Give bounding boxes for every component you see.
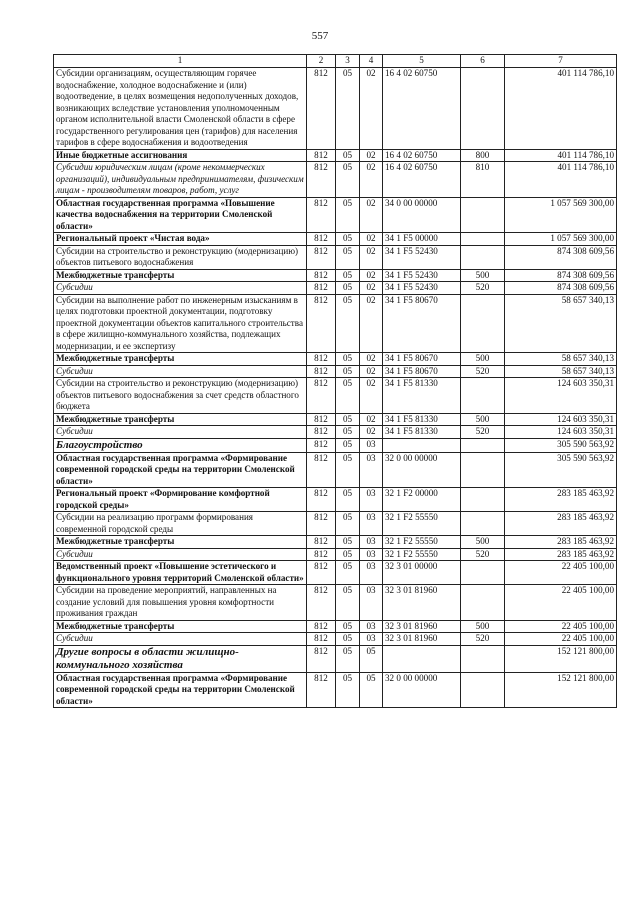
row-amount-cell: 1 057 569 300,00 — [505, 233, 617, 246]
row-amount-cell: 22 405 100,00 — [505, 585, 617, 621]
table-row — [54, 426, 617, 439]
row-subsection-cell: 03 — [360, 512, 383, 536]
row-name-cell: Ведомственный проект «Повышение эстетического и функционального уровня территорий Смоленской области» — [54, 561, 307, 585]
row-target-article-cell: 16 4 02 60750 — [383, 68, 461, 150]
row-expense-type-cell: 500 — [461, 536, 505, 549]
row-name-cell: Межбюджетные трансферты — [54, 269, 307, 282]
row-subsection-cell: 03 — [360, 488, 383, 512]
row-name-cell: Субсидии на строительство и реконструкцию (модернизацию) объектов питьевого водоснабжения — [54, 245, 307, 269]
row-expense-type-cell — [461, 512, 505, 536]
column-header: 2 — [307, 55, 336, 68]
row-amount-cell: 305 590 563,92 — [505, 452, 617, 488]
row-amount-cell: 401 114 786,10 — [505, 149, 617, 162]
row-subsection-cell: 03 — [360, 452, 383, 488]
row-gp-code-cell: 812 — [307, 452, 336, 488]
row-target-article-cell: 32 0 00 00000 — [383, 672, 461, 708]
row-gp-code-cell: 812 — [307, 488, 336, 512]
row-gp-code-cell: 812 — [307, 548, 336, 561]
row-expense-type-cell — [461, 197, 505, 233]
row-expense-type-cell — [461, 294, 505, 353]
row-section-cell: 05 — [336, 452, 360, 488]
row-amount-cell: 283 185 463,92 — [505, 488, 617, 512]
row-name-cell: Другие вопросы в области жилищно-коммунального хозяйства — [54, 645, 307, 672]
row-expense-type-cell: 520 — [461, 426, 505, 439]
table-row — [54, 548, 617, 561]
row-target-article-cell: 32 3 01 81960 — [383, 633, 461, 646]
row-name-cell: Межбюджетные трансферты — [54, 620, 307, 633]
row-gp-code-cell: 812 — [307, 378, 336, 414]
row-subsection-cell: 03 — [360, 633, 383, 646]
row-name-cell: Иные бюджетные ассигнования — [54, 149, 307, 162]
row-subsection-cell: 02 — [360, 282, 383, 295]
row-expense-type-cell — [461, 245, 505, 269]
row-gp-code-cell: 812 — [307, 282, 336, 295]
row-subsection-cell: 02 — [360, 149, 383, 162]
row-subsection-cell: 03 — [360, 536, 383, 549]
table-row — [54, 162, 617, 198]
row-section-cell: 05 — [336, 645, 360, 672]
row-target-article-cell — [383, 645, 461, 672]
row-amount-cell: 124 603 350,31 — [505, 413, 617, 426]
table-row — [54, 149, 617, 162]
row-gp-code-cell: 812 — [307, 672, 336, 708]
row-subsection-cell: 05 — [360, 672, 383, 708]
row-section-cell: 05 — [336, 438, 360, 452]
row-name-cell: Субсидии на проведение мероприятий, направленных на создание условий для повышения уровня комфортности проживания граждан — [54, 585, 307, 621]
row-subsection-cell: 03 — [360, 561, 383, 585]
row-amount-cell: 152 121 800,00 — [505, 672, 617, 708]
row-gp-code-cell: 812 — [307, 353, 336, 366]
table-row — [54, 68, 617, 150]
row-expense-type-cell — [461, 378, 505, 414]
row-target-article-cell: 34 1 F5 80670 — [383, 294, 461, 353]
row-gp-code-cell: 812 — [307, 413, 336, 426]
row-section-cell: 05 — [336, 245, 360, 269]
row-name-cell: Субсидии — [54, 548, 307, 561]
row-target-article-cell: 34 1 F5 00000 — [383, 233, 461, 246]
row-expense-type-cell: 500 — [461, 620, 505, 633]
row-target-article-cell: 16 4 02 60750 — [383, 162, 461, 198]
row-amount-cell: 283 185 463,92 — [505, 512, 617, 536]
row-gp-code-cell: 812 — [307, 620, 336, 633]
row-subsection-cell: 05 — [360, 645, 383, 672]
row-amount-cell: 124 603 350,31 — [505, 378, 617, 414]
row-subsection-cell: 02 — [360, 353, 383, 366]
row-section-cell: 05 — [336, 233, 360, 246]
row-name-cell: Областная государственная программа «Повышение качества водоснабжения на территории Смоленской области» — [54, 197, 307, 233]
table-row — [54, 488, 617, 512]
column-header: 3 — [336, 55, 360, 68]
row-expense-type-cell: 800 — [461, 149, 505, 162]
row-gp-code-cell: 812 — [307, 512, 336, 536]
row-section-cell: 05 — [336, 365, 360, 378]
row-section-cell: 05 — [336, 585, 360, 621]
row-expense-type-cell — [461, 488, 505, 512]
table-row — [54, 645, 617, 672]
row-name-cell: Межбюджетные трансферты — [54, 353, 307, 366]
table-row — [54, 197, 617, 233]
table-row — [54, 452, 617, 488]
row-amount-cell: 22 405 100,00 — [505, 561, 617, 585]
table-row — [54, 438, 617, 452]
budget-table — [53, 54, 617, 708]
row-expense-type-cell — [461, 233, 505, 246]
row-amount-cell: 58 657 340,13 — [505, 365, 617, 378]
row-expense-type-cell: 520 — [461, 548, 505, 561]
row-target-article-cell: 34 1 F5 81330 — [383, 413, 461, 426]
row-amount-cell: 283 185 463,92 — [505, 536, 617, 549]
row-gp-code-cell: 812 — [307, 585, 336, 621]
row-section-cell: 05 — [336, 672, 360, 708]
table-row — [54, 585, 617, 621]
row-gp-code-cell: 812 — [307, 365, 336, 378]
row-section-cell: 05 — [336, 561, 360, 585]
row-section-cell: 05 — [336, 426, 360, 439]
row-subsection-cell: 03 — [360, 620, 383, 633]
row-subsection-cell: 03 — [360, 438, 383, 452]
row-gp-code-cell: 812 — [307, 245, 336, 269]
table-row — [54, 633, 617, 646]
table-row — [54, 245, 617, 269]
row-subsection-cell: 03 — [360, 585, 383, 621]
row-name-cell: Межбюджетные трансферты — [54, 536, 307, 549]
row-amount-cell: 283 185 463,92 — [505, 548, 617, 561]
row-name-cell: Субсидии на реализацию программ формирования современной городской среды — [54, 512, 307, 536]
row-target-article-cell: 32 1 F2 55550 — [383, 536, 461, 549]
row-expense-type-cell — [461, 561, 505, 585]
row-subsection-cell: 02 — [360, 426, 383, 439]
row-expense-type-cell: 500 — [461, 413, 505, 426]
row-subsection-cell: 03 — [360, 548, 383, 561]
row-gp-code-cell: 812 — [307, 294, 336, 353]
row-gp-code-cell: 812 — [307, 162, 336, 198]
row-name-cell: Областная государственная программа «Формирование современной городской среды на территории Смоленской области» — [54, 452, 307, 488]
table-row — [54, 282, 617, 295]
table-row — [54, 269, 617, 282]
row-expense-type-cell: 500 — [461, 269, 505, 282]
row-target-article-cell: 32 1 F2 00000 — [383, 488, 461, 512]
row-name-cell: Субсидии на строительство и реконструкцию (модернизацию) объектов питьевого водоснабжения за счет средств областного бюджета — [54, 378, 307, 414]
row-name-cell: Субсидии юридическим лицам (кроме некоммерческих организаций), индивидуальным предпринимателям, физическим лицам - производителям товаров, работ, услуг — [54, 162, 307, 198]
row-expense-type-cell — [461, 438, 505, 452]
row-section-cell: 05 — [336, 294, 360, 353]
row-target-article-cell: 34 1 F5 81330 — [383, 378, 461, 414]
row-target-article-cell: 32 3 01 00000 — [383, 561, 461, 585]
row-amount-cell: 58 657 340,13 — [505, 353, 617, 366]
table-row — [54, 378, 617, 414]
row-gp-code-cell: 812 — [307, 149, 336, 162]
row-expense-type-cell: 520 — [461, 365, 505, 378]
row-expense-type-cell — [461, 68, 505, 150]
row-amount-cell: 22 405 100,00 — [505, 620, 617, 633]
column-header: 7 — [505, 55, 617, 68]
row-amount-cell: 874 308 609,56 — [505, 282, 617, 295]
row-section-cell: 05 — [336, 378, 360, 414]
row-gp-code-cell: 812 — [307, 561, 336, 585]
row-target-article-cell: 34 1 F5 80670 — [383, 353, 461, 366]
row-expense-type-cell: 520 — [461, 633, 505, 646]
row-section-cell: 05 — [336, 68, 360, 150]
budget-table-container — [53, 54, 617, 708]
column-header: 4 — [360, 55, 383, 68]
row-target-article-cell: 16 4 02 60750 — [383, 149, 461, 162]
row-gp-code-cell: 812 — [307, 68, 336, 150]
row-name-cell: Областная государственная программа «Формирование современной городской среды на территории Смоленской области» — [54, 672, 307, 708]
row-subsection-cell: 02 — [360, 233, 383, 246]
row-amount-cell: 58 657 340,13 — [505, 294, 617, 353]
row-name-cell: Субсидии организациям, осуществляющим горячее водоснабжение, холодное водоснабжение и (или) водоотведение, в целях возмещения недополученных доходов, возникающих вследствие установления уполномоченным органом исполнительной власти Смоленской области в сфере государственного регулирования цен (тарифов) для населения тарифов в сфере водоснабжения и водоотведения — [54, 68, 307, 150]
row-section-cell: 05 — [336, 149, 360, 162]
column-header: 1 — [54, 55, 307, 68]
row-section-cell: 05 — [336, 353, 360, 366]
table-row — [54, 353, 617, 366]
page-number: 557 — [311, 30, 329, 42]
table-row — [54, 672, 617, 708]
row-amount-cell: 401 114 786,10 — [505, 68, 617, 150]
row-section-cell: 05 — [336, 197, 360, 233]
row-name-cell: Субсидии — [54, 633, 307, 646]
row-amount-cell: 401 114 786,10 — [505, 162, 617, 198]
column-header: 5 — [383, 55, 461, 68]
table-row — [54, 536, 617, 549]
row-gp-code-cell: 812 — [307, 233, 336, 246]
row-target-article-cell: 34 1 F5 52430 — [383, 269, 461, 282]
row-target-article-cell: 34 1 F5 52430 — [383, 245, 461, 269]
row-expense-type-cell: 500 — [461, 353, 505, 366]
row-section-cell: 05 — [336, 488, 360, 512]
row-target-article-cell: 34 1 F5 81330 — [383, 426, 461, 439]
table-row — [54, 620, 617, 633]
row-gp-code-cell: 812 — [307, 426, 336, 439]
row-subsection-cell: 02 — [360, 413, 383, 426]
row-expense-type-cell — [461, 452, 505, 488]
row-target-article-cell: 32 3 01 81960 — [383, 585, 461, 621]
row-section-cell: 05 — [336, 536, 360, 549]
row-section-cell: 05 — [336, 413, 360, 426]
row-gp-code-cell: 812 — [307, 269, 336, 282]
row-gp-code-cell: 812 — [307, 633, 336, 646]
row-amount-cell: 305 590 563,92 — [505, 438, 617, 452]
row-target-article-cell: 34 0 00 00000 — [383, 197, 461, 233]
row-name-cell: Субсидии — [54, 365, 307, 378]
row-section-cell: 05 — [336, 269, 360, 282]
column-number-row — [54, 55, 617, 68]
row-target-article-cell: 32 1 F2 55550 — [383, 512, 461, 536]
row-name-cell: Межбюджетные трансферты — [54, 413, 307, 426]
row-subsection-cell: 02 — [360, 378, 383, 414]
row-subsection-cell: 02 — [360, 365, 383, 378]
row-name-cell: Субсидии — [54, 282, 307, 295]
row-amount-cell: 124 603 350,31 — [505, 426, 617, 439]
row-target-article-cell: 32 1 F2 55550 — [383, 548, 461, 561]
row-subsection-cell: 02 — [360, 162, 383, 198]
row-target-article-cell: 32 0 00 00000 — [383, 452, 461, 488]
row-section-cell: 05 — [336, 162, 360, 198]
table-row — [54, 413, 617, 426]
row-target-article-cell: 34 1 F5 52430 — [383, 282, 461, 295]
row-target-article-cell — [383, 438, 461, 452]
row-name-cell: Субсидии — [54, 426, 307, 439]
row-section-cell: 05 — [336, 512, 360, 536]
row-gp-code-cell: 812 — [307, 438, 336, 452]
row-section-cell: 05 — [336, 633, 360, 646]
row-subsection-cell: 02 — [360, 197, 383, 233]
row-section-cell: 05 — [336, 282, 360, 295]
row-name-cell: Субсидии на выполнение работ по инженерным изысканиям в целях подготовки проектной документации, подготовку проектной документации объектов капитального строительства в сфере жилищно-коммунального хозяйства, подлежащих модернизации, и ее экспертизу — [54, 294, 307, 353]
row-name-cell: Благоустройство — [54, 438, 307, 452]
row-name-cell: Региональный проект «Формирование комфортной городской среды» — [54, 488, 307, 512]
table-row — [54, 512, 617, 536]
row-target-article-cell: 34 1 F5 80670 — [383, 365, 461, 378]
row-subsection-cell: 02 — [360, 245, 383, 269]
row-subsection-cell: 02 — [360, 269, 383, 282]
row-expense-type-cell: 810 — [461, 162, 505, 198]
row-gp-code-cell: 812 — [307, 197, 336, 233]
row-subsection-cell: 02 — [360, 294, 383, 353]
row-section-cell: 05 — [336, 548, 360, 561]
column-header: 6 — [461, 55, 505, 68]
row-expense-type-cell — [461, 645, 505, 672]
table-body — [54, 68, 617, 708]
row-amount-cell: 152 121 800,00 — [505, 645, 617, 672]
row-amount-cell: 22 405 100,00 — [505, 633, 617, 646]
row-name-cell: Региональный проект «Чистая вода» — [54, 233, 307, 246]
row-amount-cell: 874 308 609,56 — [505, 269, 617, 282]
row-expense-type-cell — [461, 585, 505, 621]
table-row — [54, 561, 617, 585]
row-gp-code-cell: 812 — [307, 536, 336, 549]
row-expense-type-cell — [461, 672, 505, 708]
row-subsection-cell: 02 — [360, 68, 383, 150]
row-section-cell: 05 — [336, 620, 360, 633]
table-row — [54, 233, 617, 246]
row-gp-code-cell: 812 — [307, 645, 336, 672]
row-amount-cell: 874 308 609,56 — [505, 245, 617, 269]
table-row — [54, 365, 617, 378]
row-expense-type-cell: 520 — [461, 282, 505, 295]
table-row — [54, 294, 617, 353]
row-target-article-cell: 32 3 01 81960 — [383, 620, 461, 633]
row-amount-cell: 1 057 569 300,00 — [505, 197, 617, 233]
